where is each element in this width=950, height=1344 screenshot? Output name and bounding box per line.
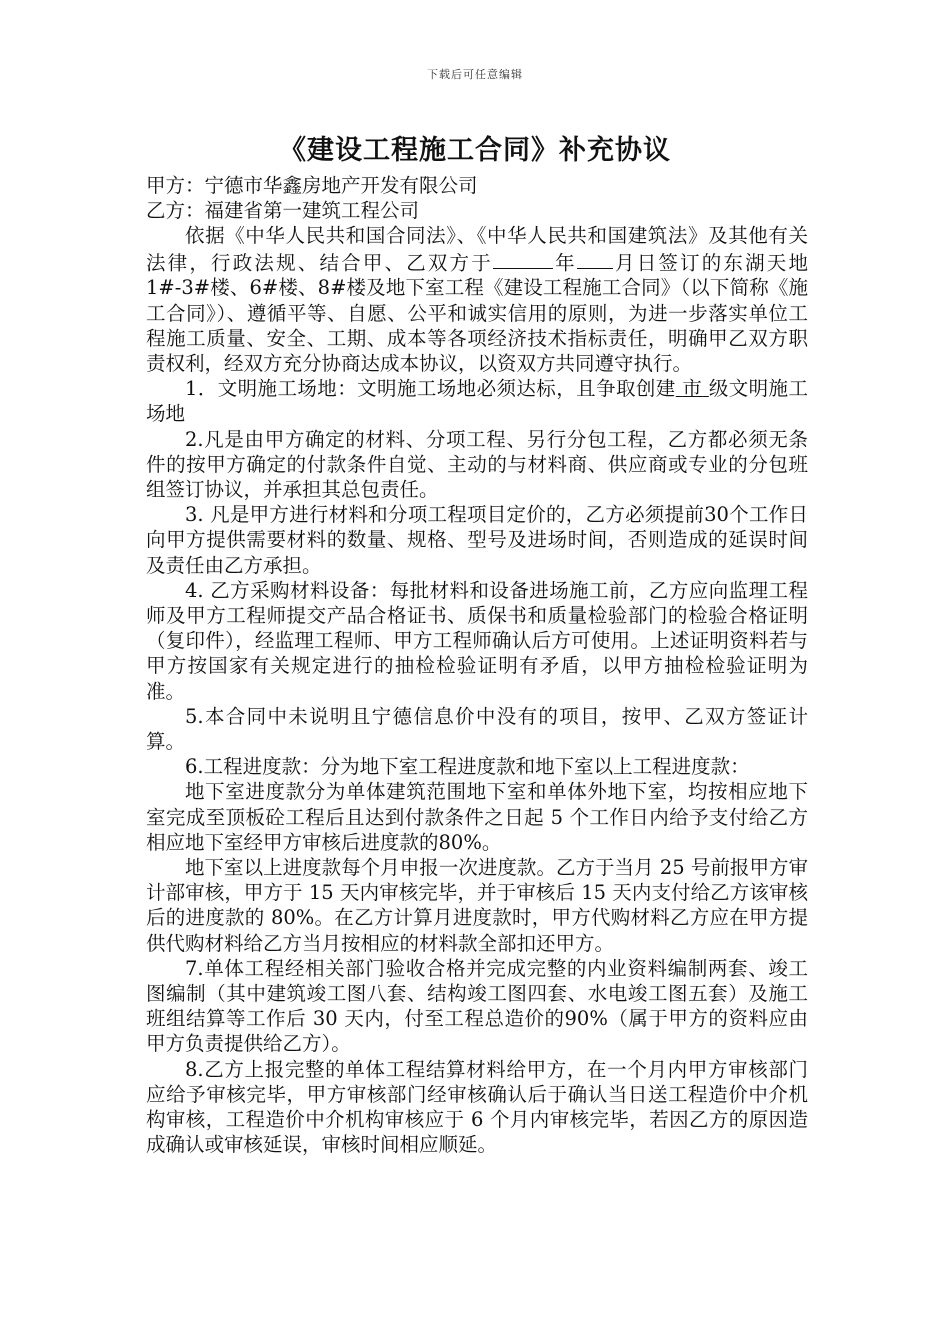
month-label: 月 <box>612 251 637 275</box>
clause-3: 3. 凡是甲方进行材料和分项工程项目定价的，乙方必须提前30个工作日向甲方提供需要材料的数量、规格、型号及进场时间，否则造成的延误时间及责任由乙方承担。 <box>146 503 808 577</box>
intro-part1: 依据《中华人民共和国合同法》、《中华人民共和国建筑法》及其他有关法律，行政法规、结合甲、乙双方于 <box>146 224 808 275</box>
blank-year <box>493 249 553 270</box>
document-title: 《建设工程施工合同》补充协议 <box>279 135 671 166</box>
intro-paragraph <box>146 223 808 376</box>
clause-6-basement: 地下室进度款分为单体建筑范围地下室和单体外地下室，均按相应地下室完成至顶板砼工程后且达到付款条件之日起 5 个工作日内给予支付给乙方相应地下室经甲方审核后进度款的80%。 <box>146 780 808 854</box>
party-b: 乙方：福建省第一建筑工程公司 <box>146 199 420 223</box>
clause-6: 6.工程进度款：分为地下室工程进度款和地下室以上工程进度款： <box>185 755 750 779</box>
document-body <box>146 173 808 1157</box>
clause-6-above: 地下室以上进度款每个月申报一次进度款。乙方于当月 25 号前报甲方审计部审核，甲方于 15 天内审核完毕，并于审核后 15 天内支付给乙方该审核后的进度款的 80%。在乙方计算月进度款时，甲方代购材料乙方应在甲方提供代购材料给乙方当月按相应的材料款全部扣还甲方。 <box>146 855 808 955</box>
intro-part2: 日签订的东湖天地 1#-3#楼、6#楼、8#楼及地下室工程《建设工程施工合同》（以下简称《施工合同》）、遵循平等、自愿、公平和诚实信用的原则，为进一步落实单位工程施工质量、安全、工期、成本等各项经济技术指标责任，明确甲乙双方职责权利，经双方充分协商达成本协议，以资双方共同遵守执行。 <box>146 251 808 375</box>
blank-month <box>577 249 613 270</box>
clause-1-level: 市 <box>682 377 703 401</box>
page-header: 下载后可任意编辑 <box>427 68 523 81</box>
clause-7: 7.单体工程经相关部门验收合格并完成完整的内业资料编制两套、竣工图编制（其中建筑竣工图八套、结构竣工图四套、水电竣工图五套）及施工班组结算等工作后 30 天内，付至工程总造价的90%（属于甲方的资料应由甲方负责提供给乙方）。 <box>146 956 808 1056</box>
party-a: 甲方：宁德市华鑫房地产开发有限公司 <box>146 174 478 197</box>
clause-2: 2.凡是由甲方确定的材料、分项工程、另行分包工程，乙方都必须无条件的按甲方确定的付款条件自觉、主动的与材料商、供应商或专业的分包班组签订协议，并承担其总包责任。 <box>146 427 808 501</box>
clause-8: 8.乙方上报完整的单体工程结算材料给甲方，在一个月内甲方审核部门应给予审核完毕，甲方审核部门经审核确认后于确认当日送工程造价中介机构审核，工程造价中介机构审核应于 6 个月内审核完毕，若因乙方的原因造成确认或审核延误，审核时间相应顺延。 <box>146 1057 808 1157</box>
clause-1-before: 1．文明施工场地：文明施工场地必须达标，且争取创建 <box>185 377 676 401</box>
year-label: 年 <box>552 251 577 275</box>
clause-4: 4. 乙方采购材料设备：每批材料和设备进场施工前，乙方应向监理工程师及甲方工程师提交产品合格证书、质保书和质量检验部门的检验合格证明（复印件），经监理工程师、甲方工程师确认后方可使用。上述证明资料若与甲方按国家有关规定进行的抽检检验证明有矛盾，以甲方抽检检验证明为准。 <box>146 578 808 703</box>
clause-1 <box>146 376 808 426</box>
clause-1-after: 级文明施工场地 <box>146 377 808 426</box>
clause-5: 5.本合同中未说明且宁德信息价中没有的项目，按甲、乙双方签证计算。 <box>146 704 808 753</box>
